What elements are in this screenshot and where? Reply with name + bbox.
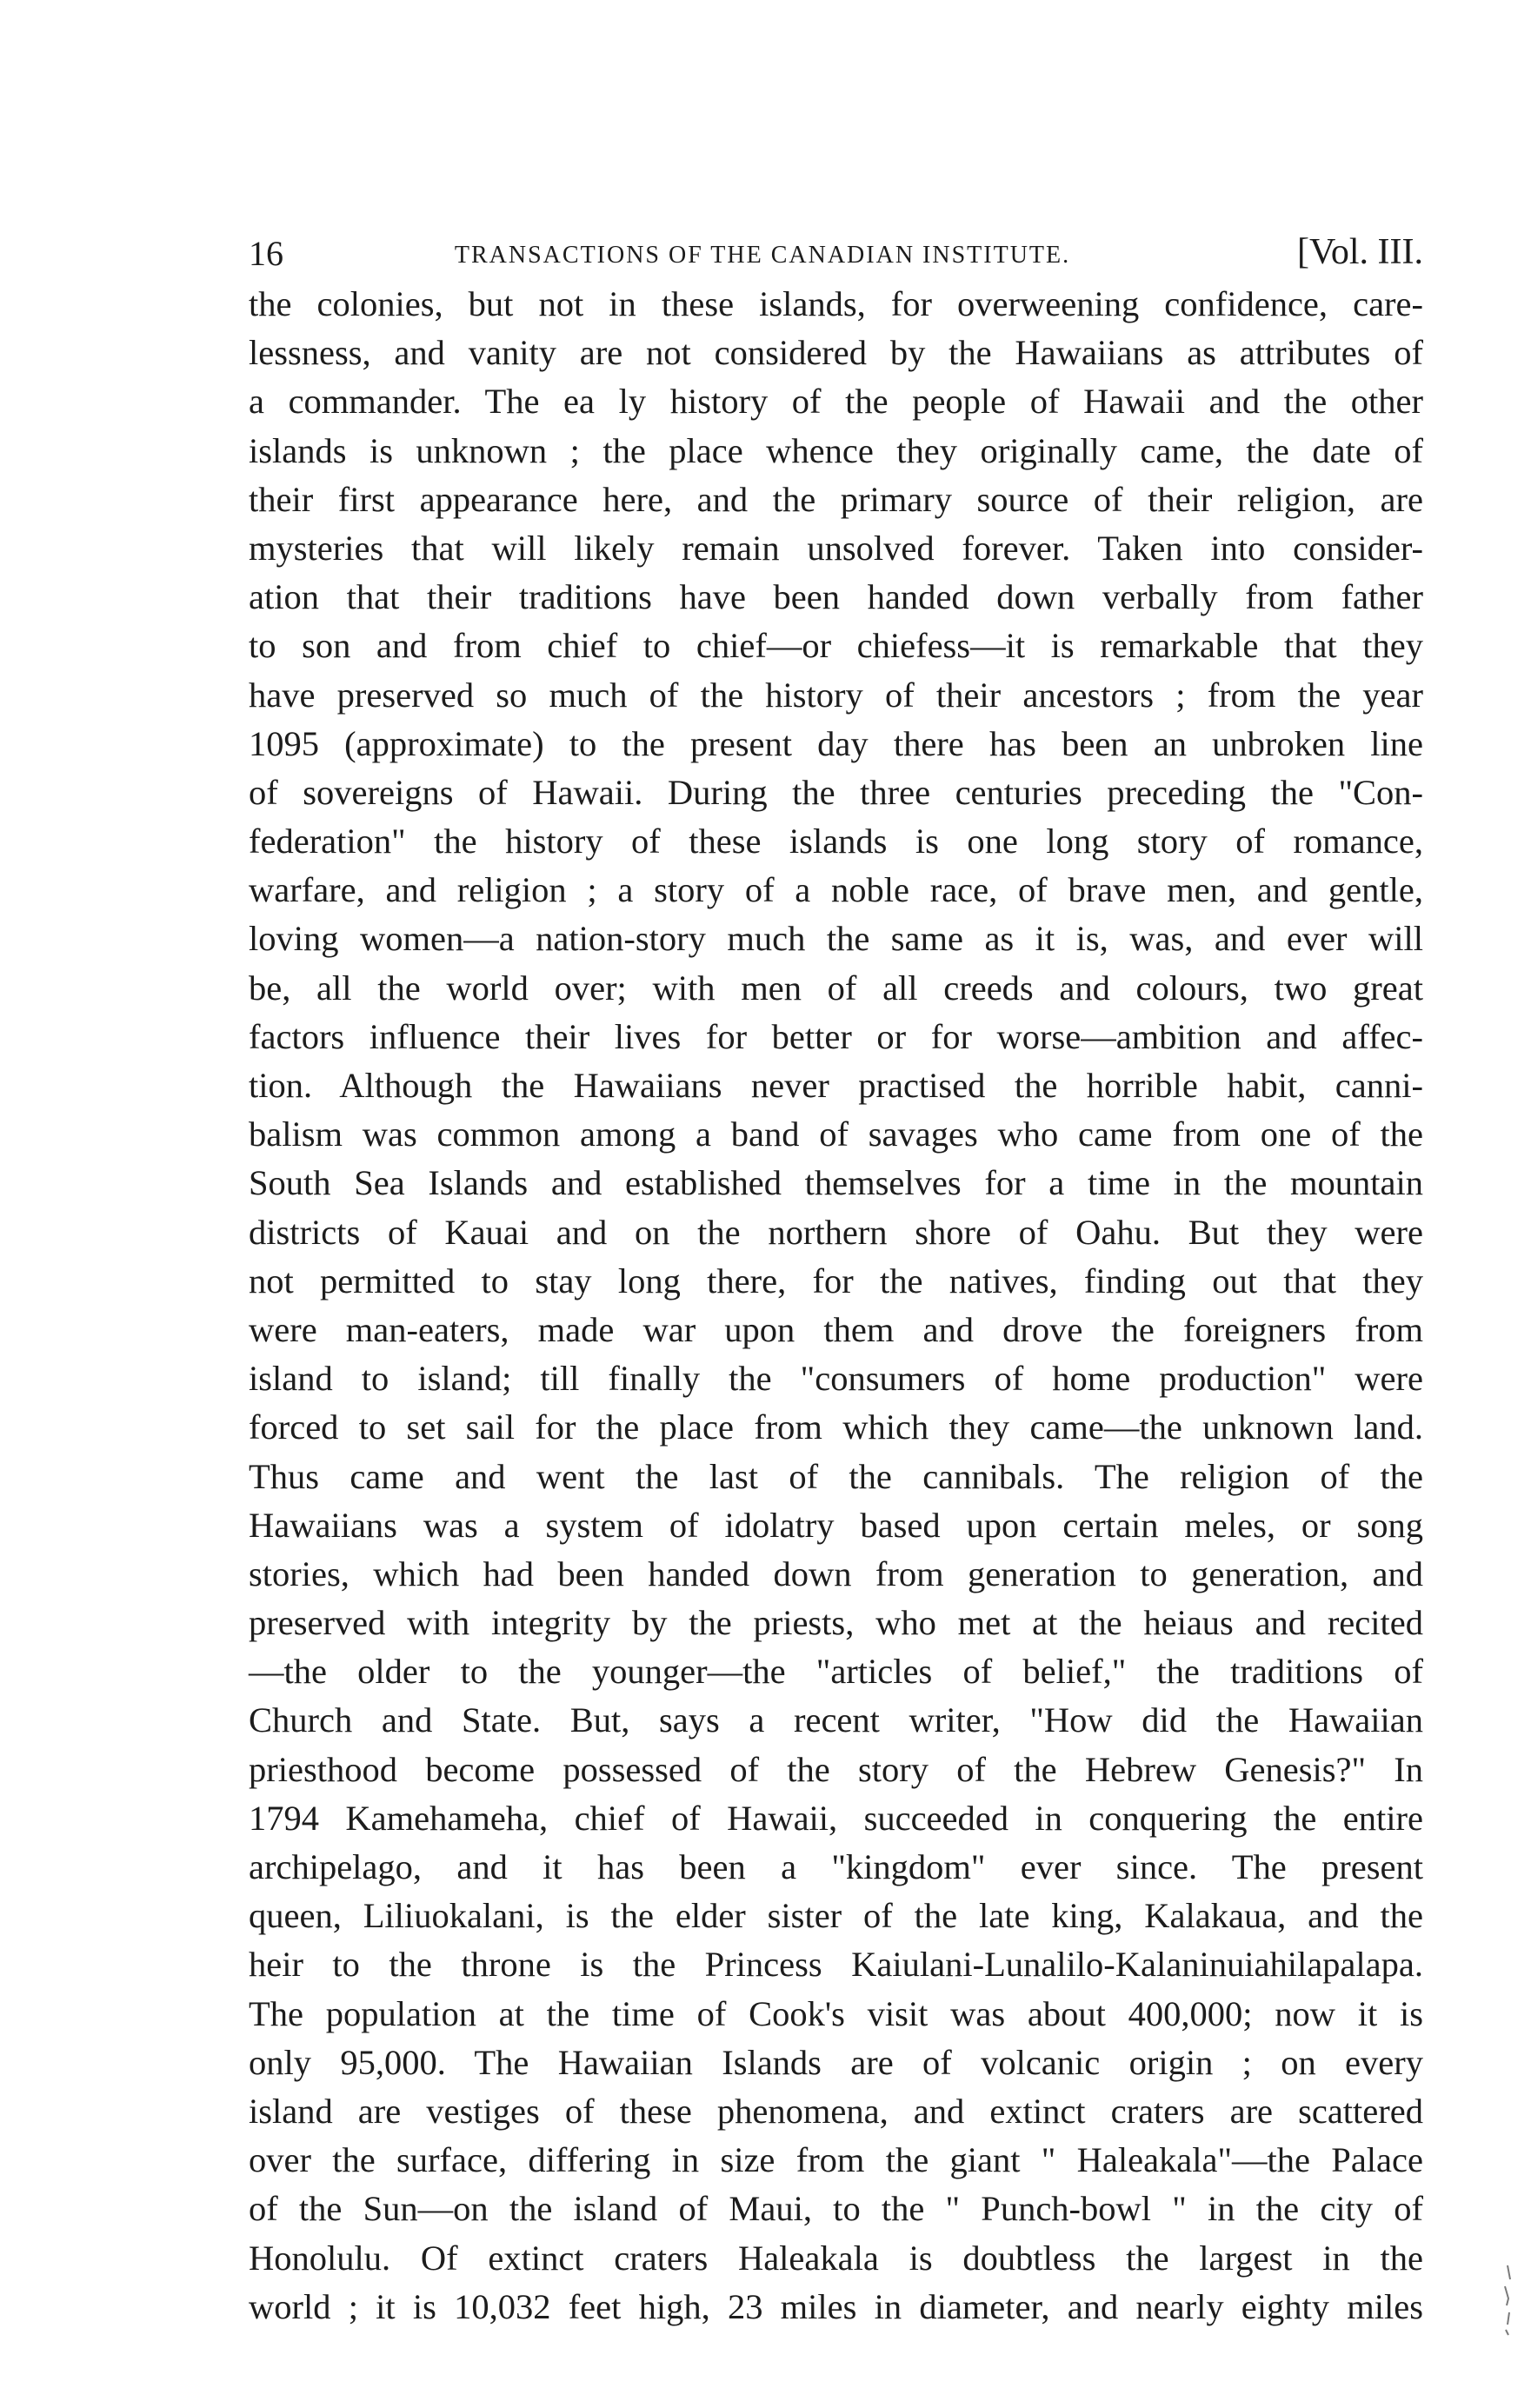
- text-line: Honolulu. Of extinct craters Haleakala is doubtless the largest in the: [249, 2238, 1423, 2278]
- text-line: have preserved so much of the history of their ancestors ; from the year: [249, 675, 1423, 715]
- text-line: priesthood become possessed of the story of the Hebrew Genesis?" In: [249, 1749, 1423, 1789]
- body-text: [249, 280, 1423, 2332]
- text-line: a commander. The ea ly history of the people of Hawaii and the other: [249, 382, 1423, 422]
- text-line: of sovereigns of Hawaii. During the three centuries preceding the "Con-: [249, 772, 1423, 812]
- text-line: heir to the throne is the Princess Kaiulani-Lunalilo-Kalaninuiahilapalapa.: [249, 1945, 1423, 1985]
- text-line: The population at the time of Cook's visit was about 400,000; now it is: [249, 1993, 1423, 2033]
- text-line: loving women—a nation-story much the same as it is, was, and ever will: [249, 919, 1423, 959]
- text-line: Church and State. But, says a recent writer, "How did the Hawaiian: [249, 1700, 1423, 1740]
- volume-label: [Vol. III.: [1296, 232, 1423, 272]
- text-line: stories, which had been handed down from generation to generation, and: [249, 1553, 1423, 1593]
- text-line: archipelago, and it has been a "kingdom" ever since. The present: [249, 1847, 1423, 1886]
- text-line: Thus came and went the last of the cannibals. The religion of the: [249, 1456, 1423, 1496]
- text-line: warfare, and religion ; a story of a noble race, of brave men, and gentle,: [249, 870, 1423, 910]
- text-line: 1095 (approximate) to the present day there has been an unbroken line: [249, 723, 1423, 763]
- text-line: 1794 Kamehameha, chief of Hawaii, succeeded in conquering the entire: [249, 1798, 1423, 1838]
- text-line: their first appearance here, and the primary source of their religion, are: [249, 479, 1423, 519]
- text-line: were man-eaters, made war upon them and drove the foreigners from: [249, 1309, 1423, 1349]
- text-line: island are vestiges of these phenomena, and extinct craters are scattered: [249, 2091, 1423, 2131]
- text-line: of the Sun—on the island of Maui, to the " Punch-bowl " in the city of: [249, 2189, 1423, 2229]
- text-line: islands is unknown ; the place whence they originally came, the date of: [249, 430, 1423, 470]
- text-line: not permitted to stay long there, for the natives, finding out that they: [249, 1261, 1423, 1300]
- text-line: forced to set sail for the place from which they came—the unknown land.: [249, 1407, 1423, 1447]
- journal-title: TRANSACTIONS OF THE CANADIAN INSTITUTE.: [454, 242, 1071, 269]
- text-line: tion. Although the Hawaiians never practised the horrible habit, canni-: [249, 1066, 1423, 1105]
- text-line: the colonies, but not in these islands, for overweening confidence, care-: [249, 284, 1423, 323]
- text-line: ation that their traditions have been handed down verbally from father: [249, 577, 1423, 617]
- text-line: balism was common among a band of savages who came from one of the: [249, 1114, 1423, 1154]
- text-line: —the older to the younger—the "articles of belief," the traditions of: [249, 1652, 1423, 1692]
- text-line: only 95,000. The Hawaiian Islands are of volcanic origin ; on every: [249, 2042, 1423, 2082]
- running-header: [249, 228, 1423, 280]
- text-line: preserved with integrity by the priests, who met at the heiaus and recited: [249, 1603, 1423, 1643]
- text-line: be, all the world over; with men of all creeds and colours, two great: [249, 968, 1423, 1008]
- text-line: districts of Kauai and on the northern shore of Oahu. But they were: [249, 1212, 1423, 1252]
- text-line: factors influence their lives for better or for worse—ambition and affec-: [249, 1016, 1423, 1056]
- text-line: federation" the history of these islands is one long story of romance,: [249, 822, 1423, 861]
- text-line: over the surface, differing in size from the giant " Haleakala"—the Palace: [249, 2140, 1423, 2180]
- text-line: mysteries that will likely remain unsolved forever. Taken into consider-: [249, 528, 1423, 568]
- page-number: 16: [249, 234, 283, 273]
- text-line: Hawaiians was a system of idolatry based upon certain meles, or song: [249, 1505, 1423, 1545]
- text-line: South Sea Islands and established themselves for a time in the mountain: [249, 1163, 1423, 1203]
- text-line: lessness, and vanity are not considered by the Hawaiians as attributes of: [249, 333, 1423, 373]
- scan-artifact-mark: [1501, 2260, 1516, 2338]
- text-line: world ; it is 10,032 feet high, 23 miles in diameter, and nearly eighty miles: [249, 2286, 1423, 2326]
- text-line: island to island; till finally the "consumers of home production" were: [249, 1359, 1423, 1399]
- text-line: queen, Liliuokalani, is the elder sister of the late king, Kalakaua, and the: [249, 1896, 1423, 1936]
- text-line: to son and from chief to chief—or chiefess—it is remarkable that they: [249, 626, 1423, 666]
